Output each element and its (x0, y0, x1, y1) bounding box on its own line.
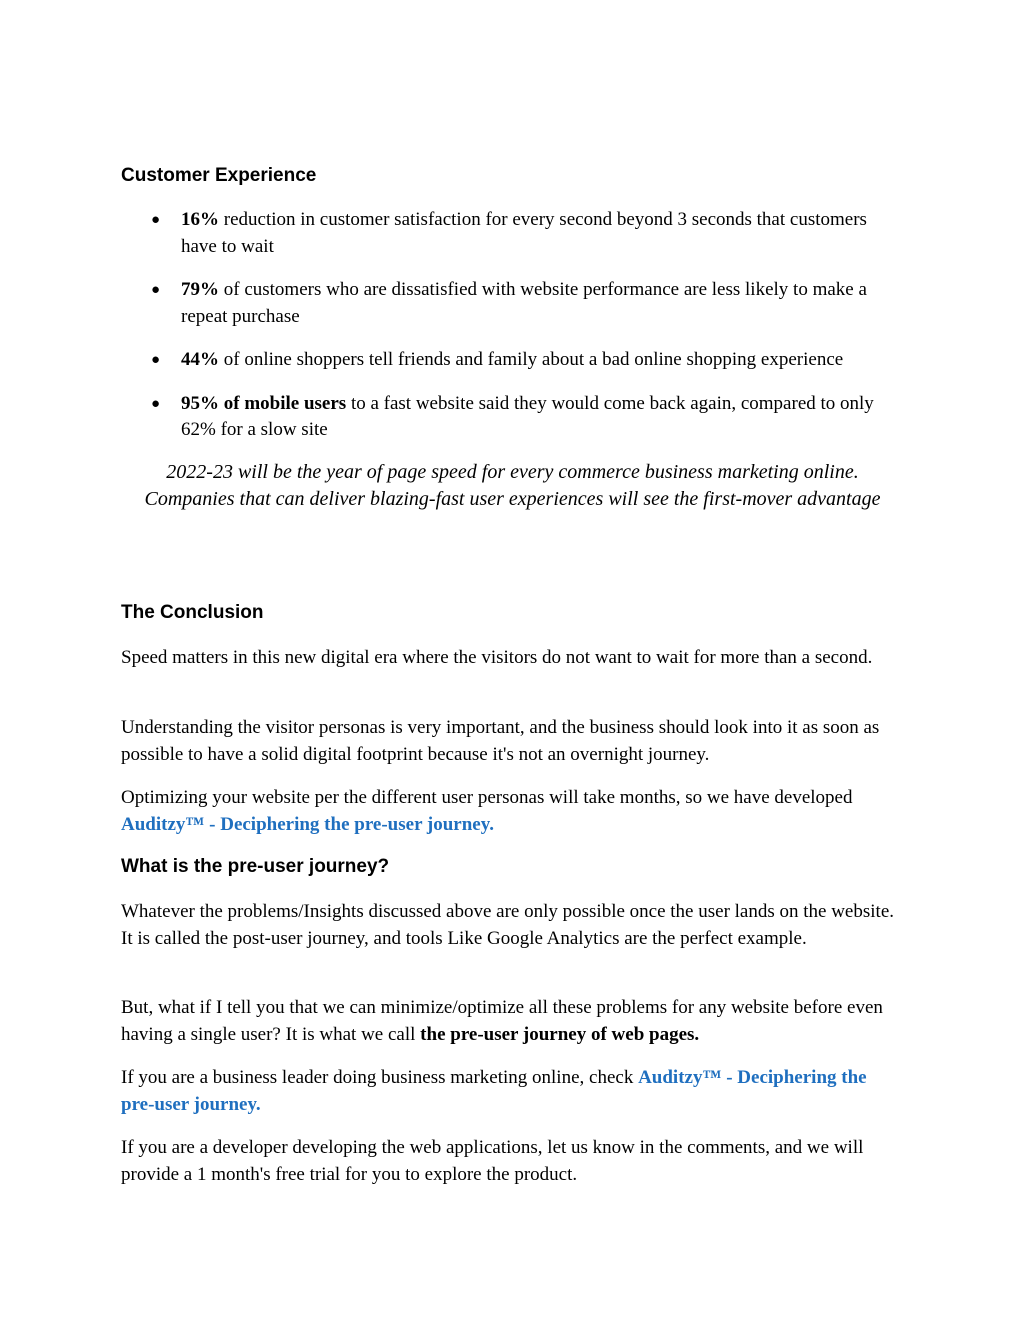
paragraph-leader-text: If you are a business leader doing business marketing online, check (121, 1067, 639, 1088)
heading-customer-experience: Customer Experience (121, 165, 317, 186)
list-item (121, 391, 904, 444)
stat-text: to a fast website said they would come back again, compared to only 62% for a slow site (181, 392, 874, 440)
stat-value: 44% (181, 349, 219, 370)
heading-conclusion: The Conclusion (121, 602, 264, 623)
paragraph-speed: Speed matters in this new digital era where the visitors do not want to wait for more than a second. (121, 647, 873, 668)
list-item (121, 207, 904, 260)
paragraph-developer: If you are a developer developing the web applications, let us know in the comments, and we will provide a 1 month's free trial for you to explore the product. (121, 1137, 864, 1185)
bullet-icon: ● (151, 395, 161, 412)
stat-value: 79% (181, 279, 219, 300)
stat-text: of customers who are dissatisfied with website performance are less likely to make a repeat purchase (181, 279, 867, 327)
stats-list (121, 207, 904, 461)
stat-value: 16% (181, 209, 219, 230)
paragraph-leader (121, 1065, 904, 1118)
paragraph-personas: Understanding the visitor personas is very important, and the business should look into it as soon as possible to have a solid digital footprint because it's not an overnight journey. (121, 717, 880, 765)
list-item (121, 347, 904, 374)
list-item (121, 277, 904, 330)
bullet-icon: ● (151, 212, 161, 228)
paragraph-optimizing (121, 785, 904, 838)
paragraph-but (121, 995, 904, 1048)
stat-text: of online shoppers tell friends and family about a bad online shopping experience (219, 349, 844, 370)
bullet-icon: ● (151, 352, 161, 368)
stat-value: 95% of mobile users (181, 392, 347, 414)
bullet-icon: ● (151, 282, 161, 298)
paragraph-optimizing-text: Optimizing your website per the different user personas will take months, so we have developed (121, 787, 853, 808)
paragraph-but-text: But, what if I tell you that we can minimize/optimize all these problems for any website before even having a single user? It is what we call (121, 997, 883, 1045)
stat-text: reduction in customer satisfaction for every second beyond 3 seconds that customers have to wait (181, 209, 867, 257)
heading-pre-user-journey: What is the pre-user journey? (121, 856, 390, 877)
auditzy-link[interactable]: Auditzy™ - Deciphering the pre-user journey. (121, 813, 494, 835)
pull-quote: 2022-23 will be the year of page speed for every commerce business marketing online. Companies that can deliver blazing-fast user experiences will see the first-mover advantage (144, 461, 881, 510)
pre-user-journey-emphasis: the pre-user journey of web pages. (420, 1023, 700, 1045)
paragraph-whatever: Whatever the problems/Insights discussed above are only possible once the user lands on the website. It is called the post-user journey, and tools Like Google Analytics are the perfect example. (121, 901, 894, 949)
auditzy-link-2[interactable]: Auditzy™ - Deciphering the pre-user journey. (121, 1067, 867, 1115)
